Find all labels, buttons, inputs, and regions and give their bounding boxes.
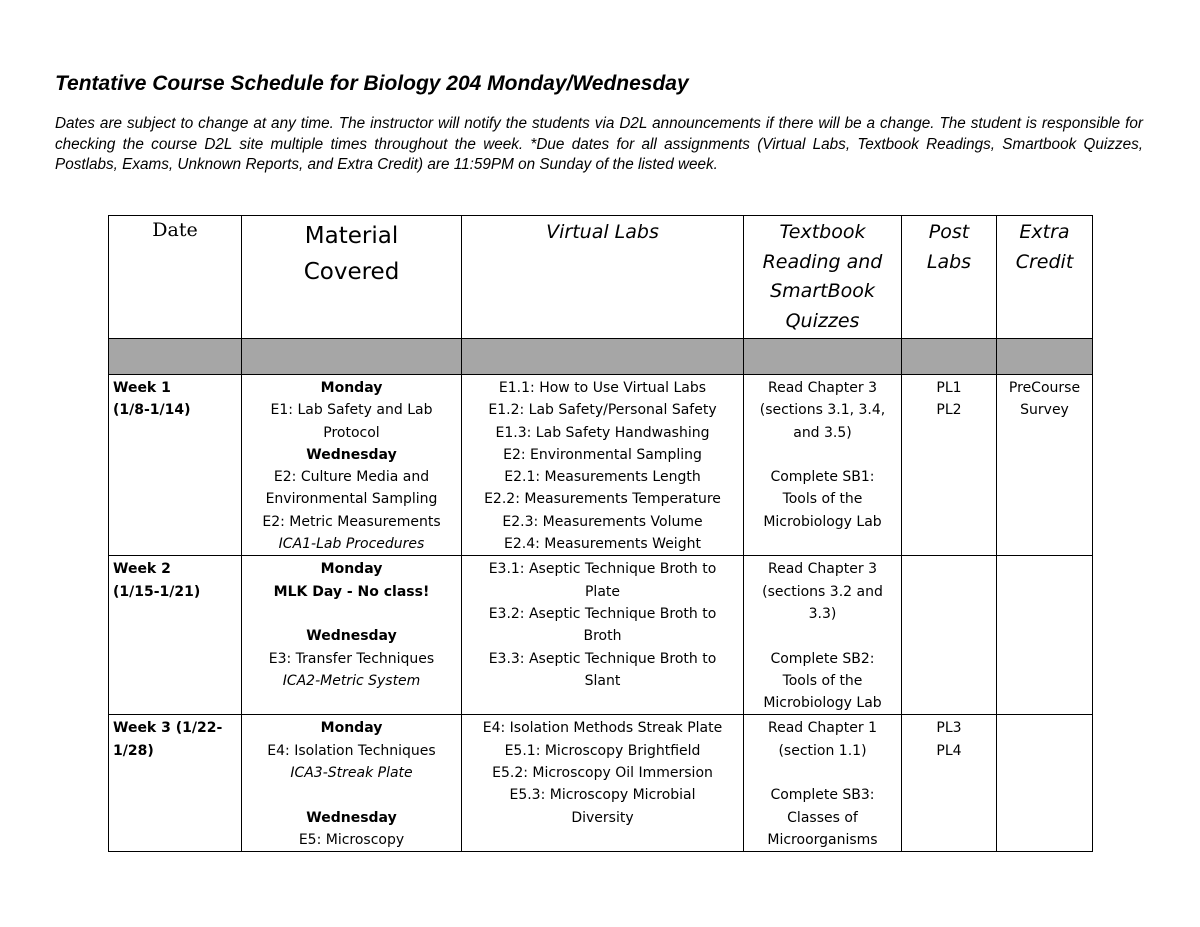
header-material-line: Material xyxy=(304,223,399,249)
shaded-cell xyxy=(462,339,744,375)
material-line: E2: Culture Media and xyxy=(273,469,430,486)
virtual-lab-item: E2.3: Measurements Volume xyxy=(502,513,703,530)
header-row xyxy=(109,216,1093,339)
header-extra-line: Credit xyxy=(1015,250,1074,273)
spacer xyxy=(246,784,457,806)
textbook-line: Microorganisms xyxy=(767,831,878,848)
header-post-labs xyxy=(902,216,997,339)
virtual-lab-item: Broth xyxy=(583,628,622,645)
schedule-table xyxy=(108,215,1093,852)
shaded-cell xyxy=(242,339,462,375)
week-label: Week 3 (1/22- xyxy=(113,720,223,737)
table-row-week-3 xyxy=(109,715,1093,852)
textbook-line: (sections 3.2 and xyxy=(762,583,883,600)
header-textbook-line: Reading and xyxy=(762,250,883,273)
virtual-lab-item: E3.2: Aseptic Technique Broth to xyxy=(488,605,717,622)
week-date-cell xyxy=(109,715,242,852)
virtual-lab-item: E3.1: Aseptic Technique Broth to xyxy=(488,561,717,578)
virtual-lab-item: Diversity xyxy=(571,809,634,826)
textbook-line: Tools of the xyxy=(782,672,863,689)
textbook-line: Complete SB3: xyxy=(770,787,875,804)
shaded-separator-row xyxy=(109,339,1093,375)
day-label: Wednesday xyxy=(306,446,397,463)
post-lab-item: PL2 xyxy=(936,402,962,419)
extra-credit-cell xyxy=(997,556,1093,715)
week-range: (1/15-1/21) xyxy=(113,583,201,600)
material-line: E3: Transfer Techniques xyxy=(268,650,435,667)
textbook-line: Complete SB1: xyxy=(770,469,875,486)
spacer xyxy=(748,762,897,784)
virtual-lab-item: E1.2: Lab Safety/Personal Safety xyxy=(488,402,717,419)
header-textbook-line: SmartBook xyxy=(770,280,875,302)
shaded-cell xyxy=(997,339,1093,375)
material-line: E2: Metric Measurements xyxy=(262,513,441,530)
virtual-labs-cell xyxy=(462,375,744,556)
material-line: E4: Isolation Techniques xyxy=(267,742,436,759)
textbook-line: Microbiology Lab xyxy=(763,513,882,530)
post-labs-cell xyxy=(902,556,997,715)
week-label: Week 1 xyxy=(113,380,171,396)
header-textbook-line: Textbook xyxy=(779,221,866,243)
textbook-line: and 3.5) xyxy=(793,424,852,441)
shaded-cell xyxy=(744,339,902,375)
header-extra-line: Extra xyxy=(1019,221,1070,243)
week-label: Week 2 xyxy=(113,561,171,578)
week-date-cell xyxy=(109,556,242,715)
day-label: Wednesday xyxy=(306,628,397,645)
page-title: Tentative Course Schedule for Biology 204 Monday/Wednesday xyxy=(55,72,689,95)
virtual-lab-item: Slant xyxy=(584,672,621,689)
virtual-lab-item: E5.1: Microscopy Brightfield xyxy=(504,742,701,759)
post-labs-cell xyxy=(902,375,997,556)
virtual-lab-item: E2.1: Measurements Length xyxy=(504,469,701,486)
post-lab-item: PL3 xyxy=(936,720,962,737)
week-range: (1/8-1/14) xyxy=(113,402,191,419)
post-labs-cell xyxy=(902,715,997,852)
header-material-covered xyxy=(242,216,462,339)
textbook-line: (sections 3.1, 3.4, xyxy=(759,402,886,419)
virtual-lab-item: Plate xyxy=(584,583,620,600)
material-line: E5: Microscopy xyxy=(298,831,405,848)
shaded-cell xyxy=(109,339,242,375)
material-line: Environmental Sampling xyxy=(265,491,438,508)
textbook-line: Read Chapter 3 xyxy=(768,380,877,396)
textbook-line: Microbiology Lab xyxy=(763,695,882,712)
material-line: E1: Lab Safety and Lab xyxy=(270,402,433,419)
spacer xyxy=(748,625,897,647)
header-date: Date xyxy=(109,216,242,339)
virtual-lab-item: E3.3: Aseptic Technique Broth to xyxy=(488,650,717,667)
virtual-lab-item: E2: Environmental Sampling xyxy=(503,446,702,463)
header-virtual-labs: Virtual Labs xyxy=(462,216,744,339)
virtual-lab-item: E1.1: How to Use Virtual Labs xyxy=(498,380,707,396)
textbook-line: Read Chapter 3 xyxy=(768,561,877,578)
virtual-labs-cell xyxy=(462,715,744,852)
header-textbook-line: Quizzes xyxy=(785,309,860,332)
header-covered-line: Covered xyxy=(303,259,400,285)
day-label: Monday xyxy=(320,380,383,396)
virtual-lab-item: E2.2: Measurements Temperature xyxy=(484,491,721,508)
table-row-week-1 xyxy=(109,375,1093,556)
table-row-week-2 xyxy=(109,556,1093,715)
textbook-line: (section 1.1) xyxy=(778,742,867,759)
virtual-labs-cell xyxy=(462,556,744,715)
virtual-lab-item: E2.4: Measurements Weight xyxy=(504,536,701,553)
virtual-lab-item: E5.3: Microscopy Microbial xyxy=(509,787,696,804)
textbook-cell xyxy=(744,715,902,852)
textbook-line: Tools of the xyxy=(782,491,863,508)
spacer xyxy=(246,603,457,625)
day-label: Wednesday xyxy=(306,809,397,826)
ica-line: ICA3-Streak Plate xyxy=(290,765,413,782)
material-cell xyxy=(242,715,462,852)
header-post-line: Post xyxy=(928,221,970,243)
post-lab-item: PL4 xyxy=(936,742,962,759)
header-textbook xyxy=(744,216,902,339)
virtual-lab-item: E4: Isolation Methods Streak Plate xyxy=(482,720,723,737)
spacer xyxy=(748,444,897,466)
material-line: Protocol xyxy=(323,424,380,441)
material-cell xyxy=(242,375,462,556)
extra-credit-line: Survey xyxy=(1020,402,1069,419)
week-date-cell xyxy=(109,375,242,556)
extra-credit-line: PreCourse xyxy=(1008,380,1081,396)
post-lab-item: PL1 xyxy=(936,380,962,396)
ica-line: ICA2-Metric System xyxy=(282,672,421,689)
material-cell xyxy=(242,556,462,715)
day-label: Monday xyxy=(320,720,383,737)
day-label: Monday xyxy=(320,561,383,578)
textbook-line: Complete SB2: xyxy=(770,650,875,667)
virtual-lab-item: E5.2: Microscopy Oil Immersion xyxy=(492,765,713,782)
textbook-line: Read Chapter 1 xyxy=(768,720,877,737)
textbook-cell xyxy=(744,375,902,556)
intro-paragraph: Dates are subject to change at any time. The instructor will notify the students via D2L announcements if there will be a change. The student is responsible for checking the course D2L site multiple times throughout the week. *Due dates for all assignments (Virtual Labs, Textbook Readings, Smartbook Quizzes, Postlabs, Exams, Unknown Reports, and Extra Credit) are 11:59PM on Sunday of the listed week. xyxy=(55,115,1143,174)
week-range: 1/28) xyxy=(113,742,154,759)
extra-credit-cell xyxy=(997,715,1093,852)
header-extra-credit xyxy=(997,216,1093,339)
header-post-line: Labs xyxy=(926,250,972,273)
virtual-lab-item: E1.3: Lab Safety Handwashing xyxy=(495,424,710,441)
textbook-line: Classes of xyxy=(787,809,858,826)
material-line: MLK Day - No class! xyxy=(273,583,430,600)
shaded-cell xyxy=(902,339,997,375)
extra-credit-cell xyxy=(997,375,1093,556)
ica-line: ICA1-Lab Procedures xyxy=(278,536,425,553)
textbook-cell xyxy=(744,556,902,715)
textbook-line: 3.3) xyxy=(808,605,837,622)
